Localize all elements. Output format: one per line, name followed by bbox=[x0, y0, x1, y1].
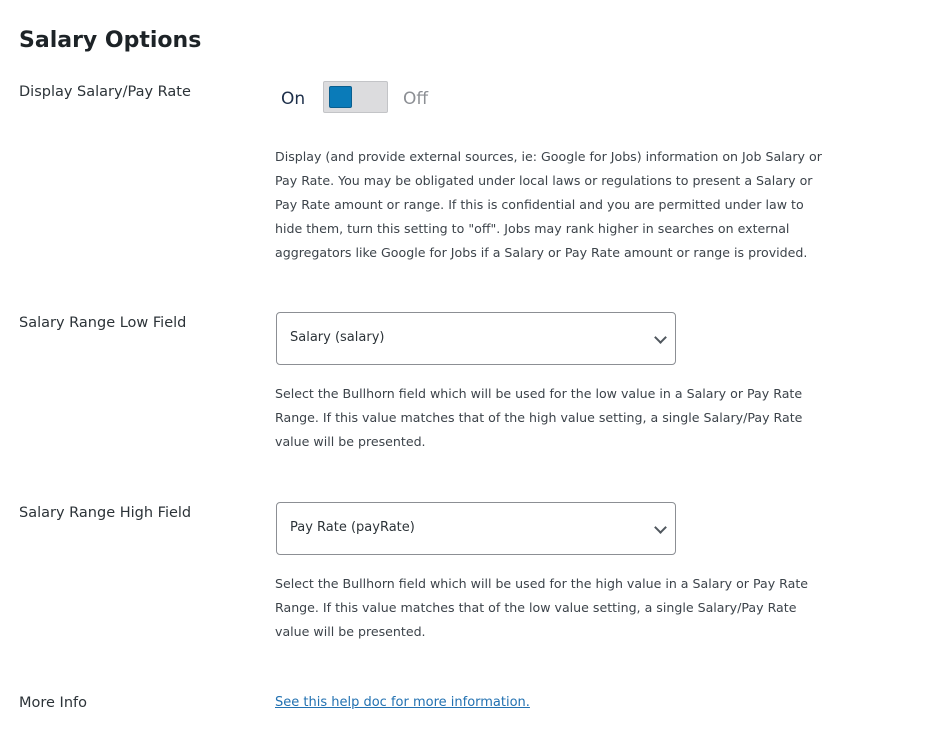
help-doc-link[interactable]: See this help doc for more information. bbox=[275, 695, 530, 710]
toggle-off-label: Off bbox=[403, 89, 429, 109]
salary-high-description: Select the Bullhorn field which will be used for the high value in a Salary or Pay Rate Range. If this value matches that of the low value setting, a single Salary/Pay Rate value will be presented. bbox=[275, 576, 809, 639]
salary-high-select[interactable] bbox=[276, 502, 676, 555]
salary-high-label: Salary Range High Field bbox=[19, 505, 192, 521]
chevron-down-icon bbox=[654, 331, 667, 344]
toggle-on-label: On bbox=[281, 89, 306, 109]
salary-low-label: Salary Range Low Field bbox=[19, 315, 187, 331]
display-salary-label: Display Salary/Pay Rate bbox=[19, 84, 191, 100]
salary-high-value: Pay Rate (payRate) bbox=[290, 520, 415, 535]
salary-low-description: Select the Bullhorn field which will be used for the low value in a Salary or Pay Rate Range. If this value matches that of the high value setting, a single Salary/Pay Rate value will be presented. bbox=[275, 386, 803, 449]
toggle-knob bbox=[329, 86, 352, 108]
section-title: Salary Options bbox=[19, 28, 202, 53]
salary-low-value: Salary (salary) bbox=[290, 330, 385, 345]
more-info-label: More Info bbox=[19, 695, 87, 711]
chevron-down-icon bbox=[654, 521, 667, 534]
display-salary-toggle[interactable] bbox=[323, 81, 388, 113]
display-salary-description: Display (and provide external sources, ie: Google for Jobs) information on Job Salary or Pay Rate. You may be obligated under local laws or regulations to present a Salary or Pay Rate amount or range. If this is confidential and you are permitted under law to hide them, turn this setting to "off". Jobs may rank higher in searches on external aggregators like Google for Jobs if a Salary or Pay Rate amount or range is provided. bbox=[275, 149, 822, 260]
salary-low-select[interactable] bbox=[276, 312, 676, 365]
